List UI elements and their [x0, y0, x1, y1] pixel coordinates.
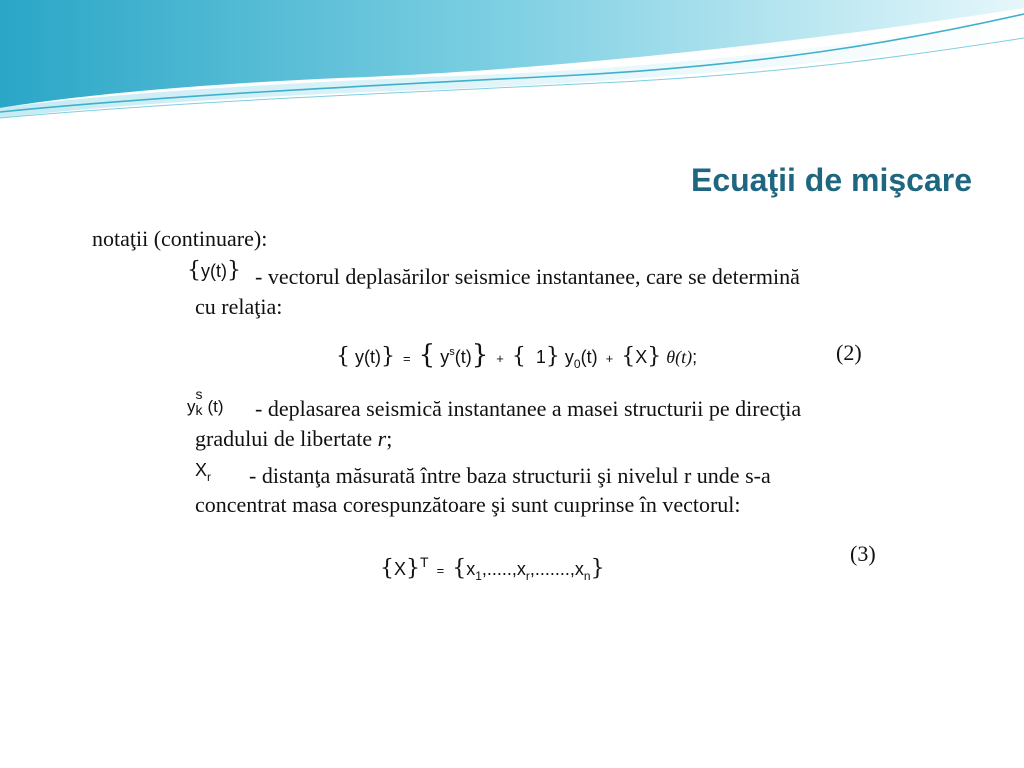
eq2-theta: θ(t) — [666, 347, 693, 367]
def2-line2-post: ; — [386, 426, 393, 451]
intro-text: notaţii (continuare): — [92, 226, 268, 251]
symbol-y-s-k — [187, 386, 224, 418]
def2-line2 — [195, 426, 392, 452]
header-wave-decoration — [0, 0, 1024, 130]
symbol-y-text: y(t) — [201, 261, 227, 281]
def3-line2: concentrat masa corespunzătoare şi sunt cuıprinse în vectorul: — [195, 492, 741, 517]
eq2-y0-sub: 0 — [573, 357, 581, 371]
eq2-plus-2: + — [605, 351, 614, 366]
eq3-xn-sub: n — [583, 569, 591, 583]
eq2-one: 1 — [535, 347, 546, 367]
def1-line2: cu relaţia: — [195, 294, 283, 319]
eq2-semicolon: ; — [692, 347, 698, 367]
eq2-ys-arg: (t) — [454, 347, 472, 367]
equation-2-number: (2) — [836, 340, 862, 365]
symbol-x-r — [195, 460, 211, 484]
eq3-dots2: ,......., — [529, 559, 575, 579]
eq3-x1: x — [466, 559, 476, 579]
def2-sym-base: y — [187, 397, 196, 416]
def3-line1: - distanţa măsurată între baza structurii şi nivelul r unde s-a — [249, 463, 771, 488]
def2-line1: - deplasarea seismică instantanee a masei structurii pe direcţia — [255, 396, 802, 421]
eq3-equals: = — [436, 563, 445, 578]
eq2-y0-arg: (t) — [580, 347, 598, 367]
def2-line2-pre: gradului de libertate — [195, 426, 378, 451]
equation-3: $\{X\}^T = \{x_1,.....,x_r,.......,x_n\}$ — [380, 554, 605, 583]
eq2-ys: y — [440, 347, 450, 367]
equation-3-number: (3) — [850, 541, 876, 566]
eq2-plus-1: + — [496, 351, 504, 366]
def1-line1: - vectorul deplasărilor seismice instantanee, care se determină — [255, 264, 800, 289]
eq3-x: X — [394, 559, 407, 579]
def3-sym-base: X — [195, 460, 208, 480]
eq3-dots1: ,....., — [481, 559, 517, 579]
eq3-x1-sub: 1 — [475, 569, 482, 583]
eq2-equals: = — [403, 351, 411, 366]
def2-sym-sub: k — [195, 402, 203, 418]
eq3-xr: x — [516, 559, 526, 579]
def2-sym-sup: s — [195, 386, 203, 402]
eq3-xn: x — [574, 559, 584, 579]
equation-2: { y(t)} = { $y^s(t)$} + { 1} $y_0(t) + \{X\}$ θ(t); — [336, 340, 698, 371]
def2-line2-var: r — [377, 426, 387, 451]
eq3-xr-sub: r — [525, 569, 530, 583]
eq2-y0: y — [564, 347, 574, 367]
eq2-x: X — [635, 347, 648, 367]
def2-sym-arg: (t) — [207, 397, 224, 416]
eq2-ys-sup: s — [449, 346, 455, 358]
eq3-sup-t: T — [420, 554, 429, 570]
eq2-lhs: y(t) — [355, 347, 382, 367]
def3-sym-sub: r — [207, 470, 212, 484]
symbol-y-vector: {y(t)} — [187, 258, 241, 283]
slide-title: Ecuaţii de mişcare — [690, 162, 972, 198]
